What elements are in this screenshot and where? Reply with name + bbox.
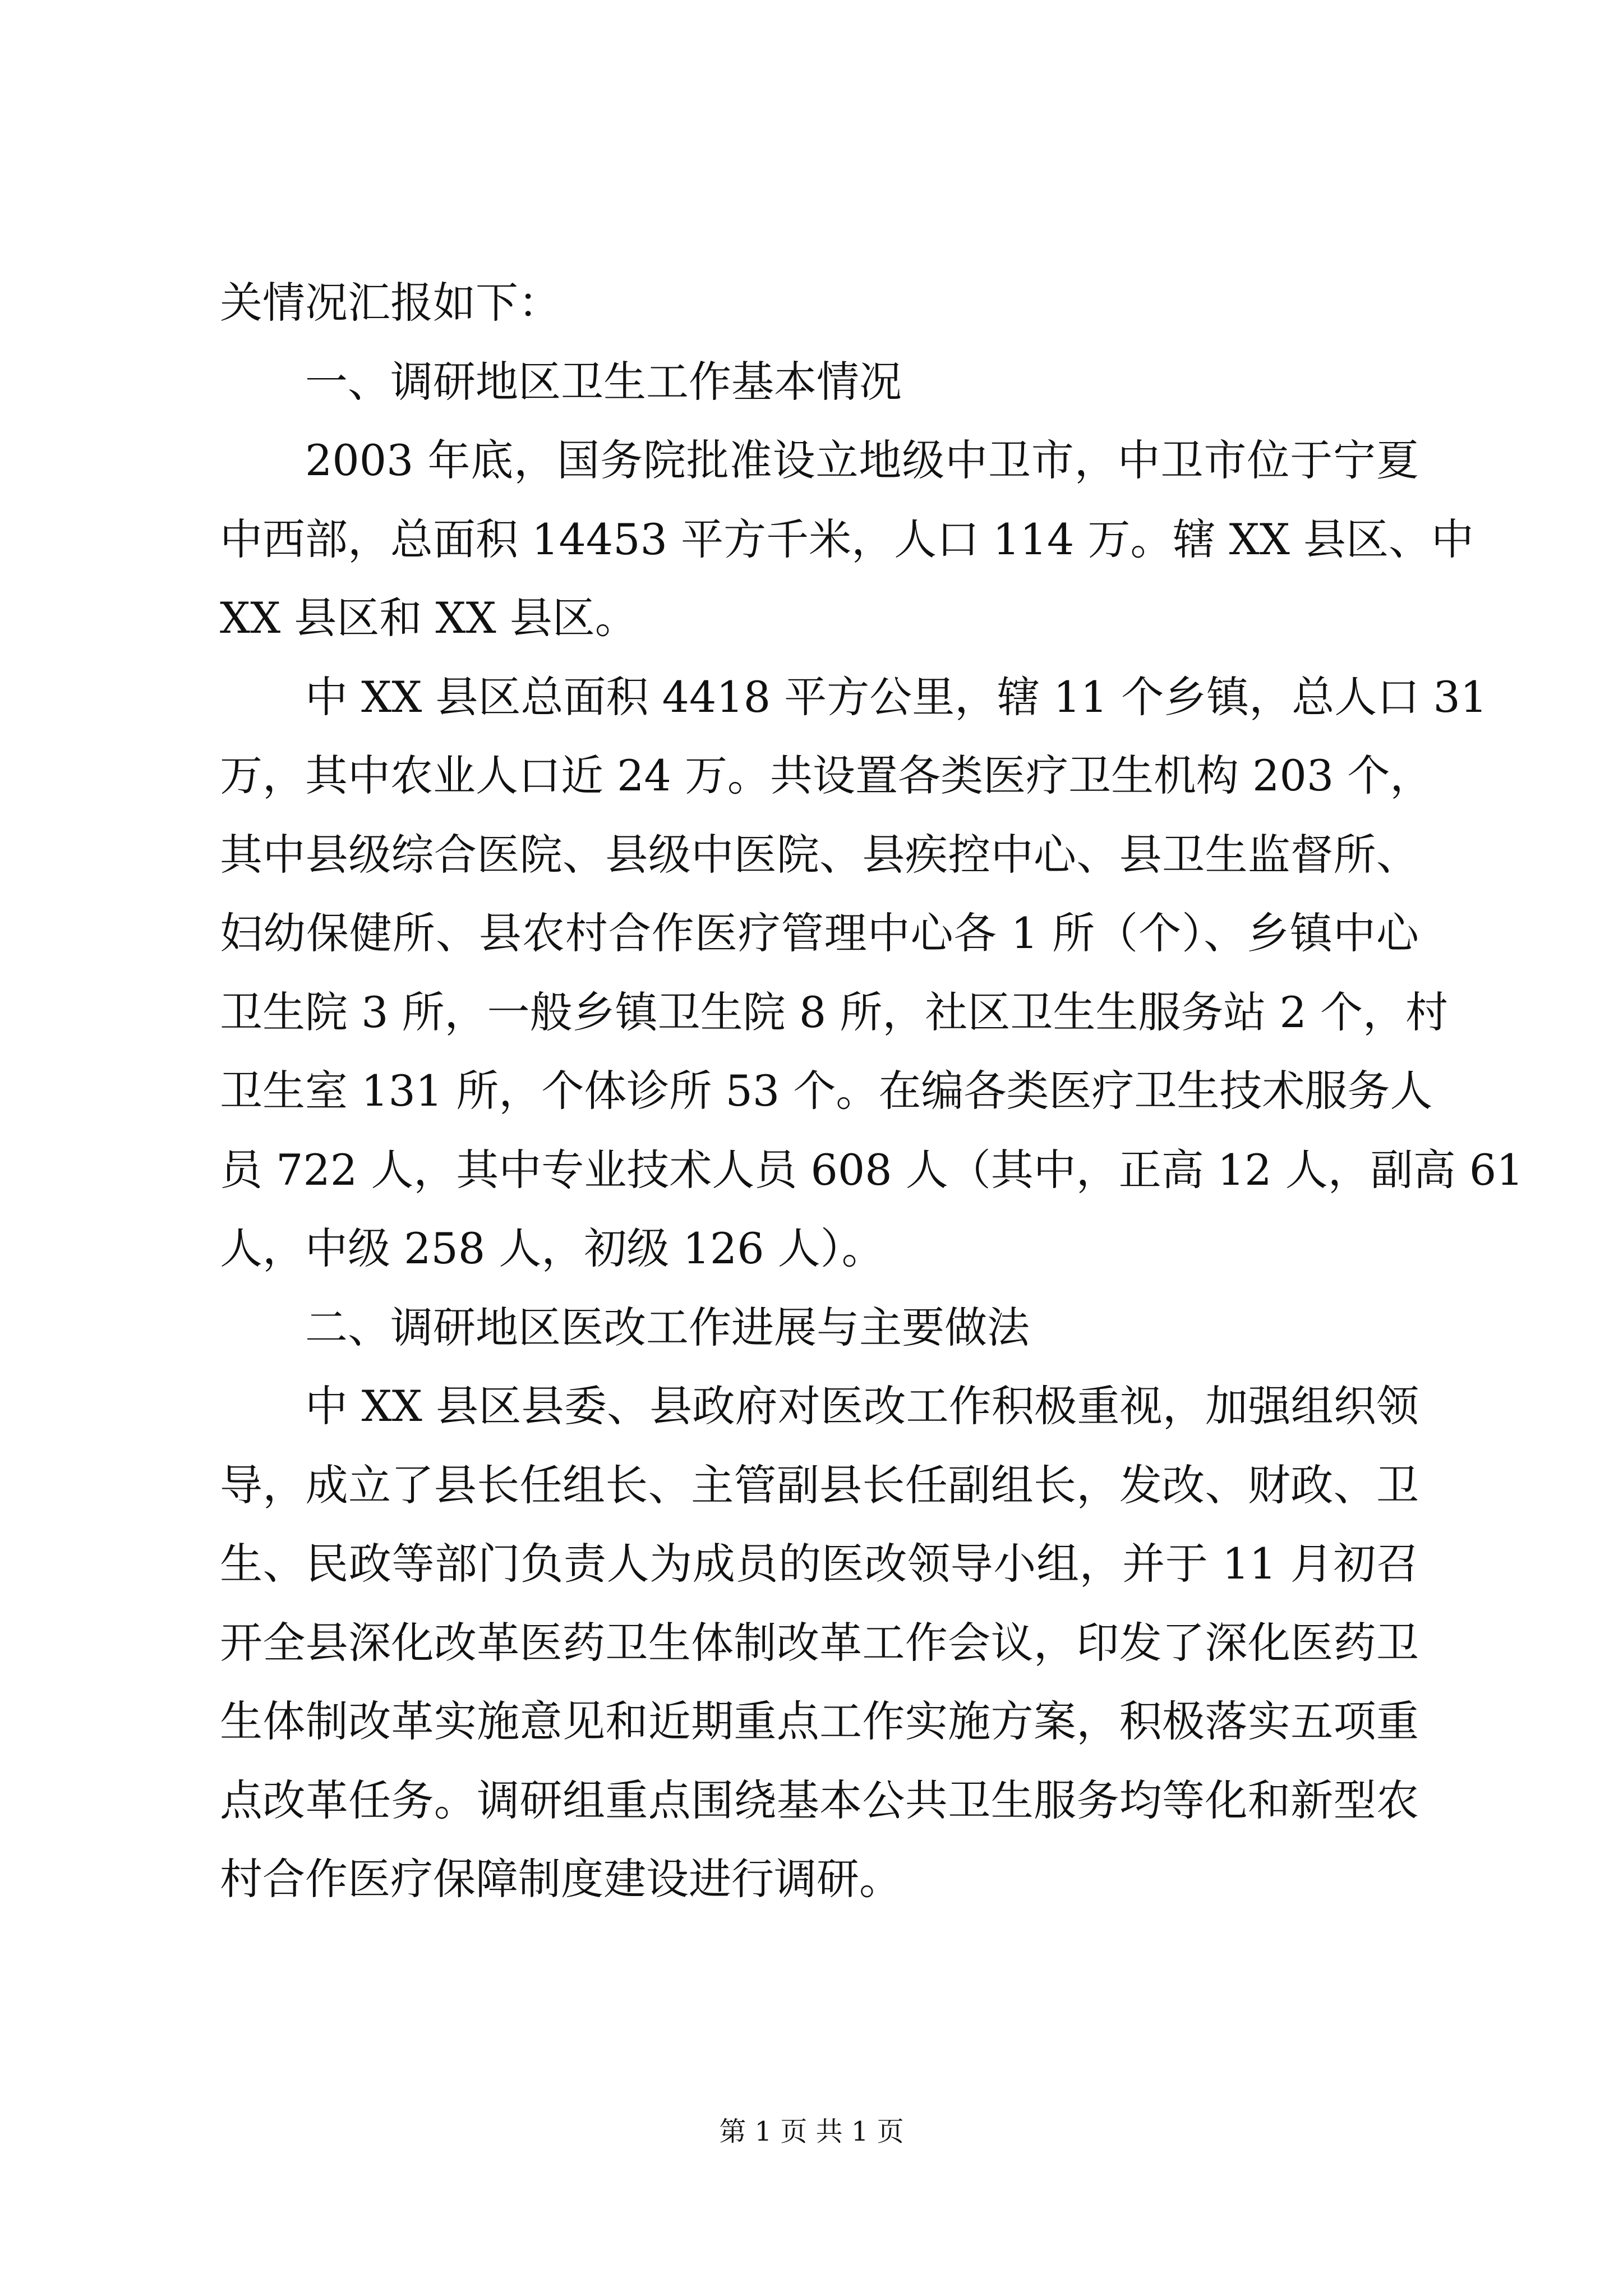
text-line: 妇幼保健所、县农村合作医疗管理中心各 1 所（个）、乡镇中心 bbox=[220, 908, 1419, 958]
section-heading: 一、调研地区卫生工作基本情况 bbox=[305, 356, 902, 407]
text-line: XX 县区和 XX 县区。 bbox=[220, 593, 638, 643]
text-line: 生体制改革实施意见和近期重点工作实施方案，积极落实五项重 bbox=[220, 1696, 1419, 1746]
text-line: 人，中级 258 人，初级 126 人）。 bbox=[220, 1223, 884, 1273]
text-line: 中西部，总面积 14453 平方千米，人口 114 万。辖 XX 县区、中 bbox=[220, 514, 1474, 564]
text-line: 生、民政等部门负责人为成员的医改领导小组，并于 11 月初召 bbox=[220, 1539, 1419, 1589]
section-heading: 二、调研地区医改工作进展与主要做法 bbox=[305, 1302, 1030, 1352]
text-line: 导，成立了县长任组长、主管副县长任副组长，发改、财政、卫 bbox=[220, 1460, 1419, 1510]
text-line: 员 722 人，其中专业技术人员 608 人（其中，正高 12 人，副高 61 bbox=[220, 1144, 1524, 1195]
text-line: 卫生室 131 所，个体诊所 53 个。在编各类医疗卫生技术服务人 bbox=[220, 1066, 1433, 1116]
text-line: 中 XX 县区县委、县政府对医改工作积极重视，加强组织领 bbox=[305, 1381, 1419, 1431]
document-body bbox=[220, 264, 1524, 1919]
text-line: 中 XX 县区总面积 4418 平方公里，辖 11 个乡镇，总人口 31 bbox=[305, 671, 1488, 722]
text-line: 2003 年底，国务院批准设立地级中卫市，中卫市位于宁夏 bbox=[305, 435, 1419, 485]
text-line: 其中县级综合医院、县级中医院、县疾控中心、县卫生监督所、 bbox=[220, 829, 1419, 880]
page-footer: 第 1 页 共 1 页 bbox=[719, 2116, 904, 2147]
text-line: 村合作医疗保障制度建设进行调研。 bbox=[220, 1854, 902, 1904]
text-line: 点改革任务。调研组重点围绕基本公共卫生服务均等化和新型农 bbox=[220, 1775, 1419, 1825]
text-line: 开全县深化改革医药卫生体制改革工作会议，印发了深化医药卫 bbox=[220, 1617, 1419, 1668]
text-line: 万，其中农业人口近 24 万。共设置各类医疗卫生机构 203 个， bbox=[220, 751, 1433, 800]
text-line: 关情况汇报如下： bbox=[220, 278, 561, 328]
text-line: 卫生院 3 所，一般乡镇卫生院 8 所，社区卫生生服务站 2 个，村 bbox=[220, 987, 1449, 1037]
